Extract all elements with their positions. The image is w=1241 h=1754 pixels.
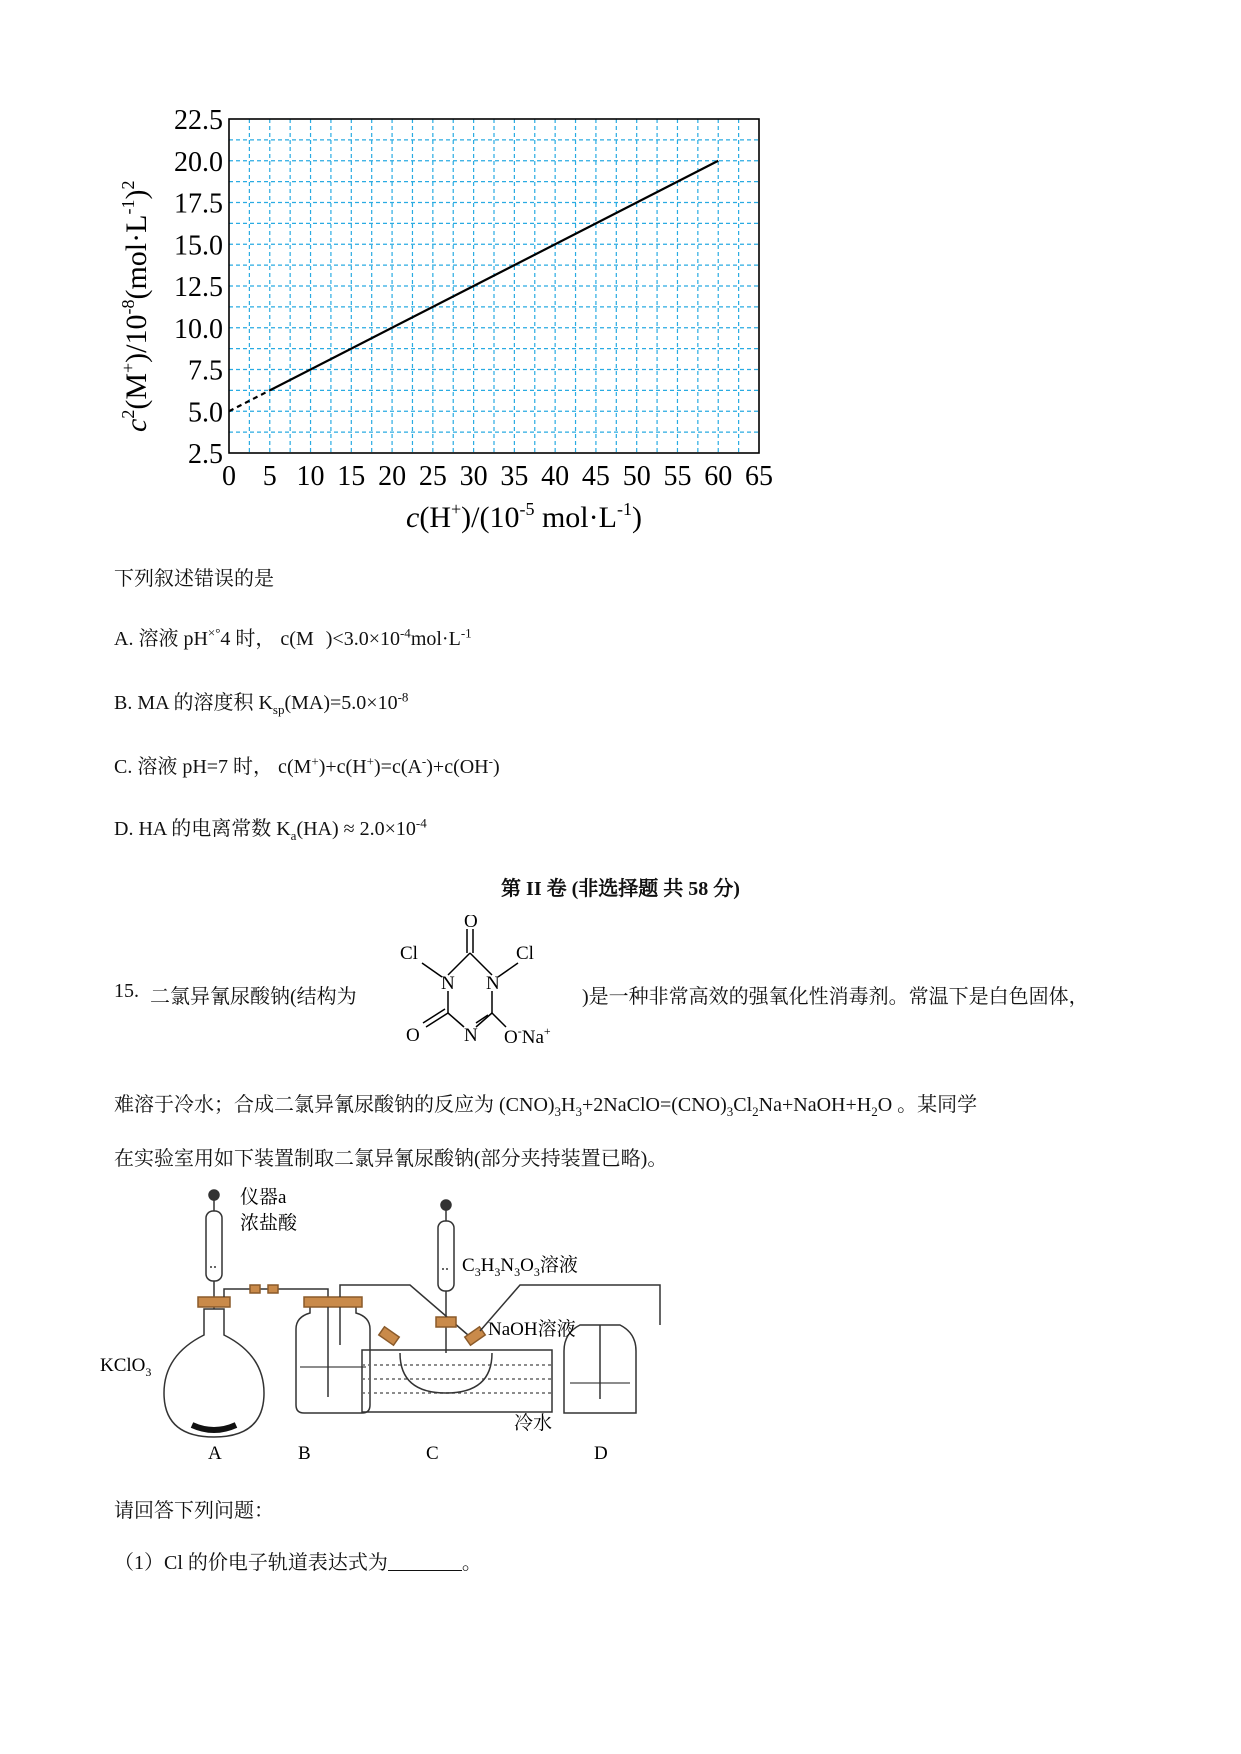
label-letter-b: B	[298, 1443, 311, 1464]
y-tick-label: 10.0	[174, 313, 223, 345]
x-tick-label: 5	[262, 461, 277, 492]
x-tick-label: 60	[704, 461, 733, 492]
y-tick-label: 15.0	[174, 230, 223, 262]
x-axis-label: $c(H^+)/(10^{-5}$ $mol\cdot L^{-1}$)	[406, 499, 642, 534]
section-title: 第 II 卷 (非选择题 共 58 分)	[501, 878, 740, 900]
chart	[0, 0, 800, 560]
label-kclo3: KClO$_3$	[100, 1355, 152, 1379]
x-tick-label: 0	[222, 461, 236, 492]
label-water: 冷水	[514, 1413, 553, 1434]
y-tick-label: 7.5	[188, 355, 223, 387]
x-tick-label: 55	[663, 461, 692, 492]
x-tick-label: 30	[459, 461, 488, 492]
series-line-solid	[270, 161, 718, 391]
y-tick-label: 2.5	[188, 439, 223, 470]
struct-cl-left: Cl	[400, 943, 418, 964]
q15-line2: 难溶于冷水；合成二氯异氰尿酸钠的反应为 $(CNO)_3H_3+2NaClO=(CNO)_3Cl_2Na+NaOH+H_2O$ 。某同学	[114, 1094, 978, 1119]
y-tick-label: 12.5	[174, 272, 223, 303]
y-tick-label: 17.5	[174, 188, 223, 220]
struct-n-left: N	[441, 973, 455, 994]
struct-o-top: O	[464, 915, 478, 932]
label-hcl: 浓盐酸	[240, 1213, 298, 1234]
option-c: C. 溶液 pH=7 时， c(M+)+c(H+)=c(A-)+c(OH-)	[114, 753, 500, 778]
y-axis-label: $c^2(M^+)/10^{-8}(mol\cdot L^{-1})^2$	[118, 180, 153, 432]
option-a: A. 溶液 pH×°4 时， c(M )$<3.0\times 10^{-4}mol\cdot L^{-1}$	[114, 625, 472, 650]
option-d: D. HA 的电离常数 $K_a(HA) \approx 2.0\times 10^{-4}$	[114, 815, 427, 843]
reaction-equation: $(CNO)_3H_3+2NaClO=(CNO)_3Cl_2Na+NaOH+H_2O$	[499, 1094, 893, 1119]
y-tick-labels	[174, 105, 223, 470]
x-tick-label: 45	[581, 461, 610, 492]
structure-diagram	[380, 915, 590, 1060]
label-letter-c: C	[426, 1443, 439, 1464]
struct-cl-right: Cl	[516, 943, 534, 964]
label-letter-a: A	[208, 1443, 222, 1464]
x-tick-label: 20	[378, 461, 407, 492]
answer-prompt: 请回答下列问题：	[114, 1500, 274, 1522]
unreadable-mark: ×°	[207, 625, 221, 640]
y-tick-label: 20.0	[174, 146, 223, 178]
chart-grid	[229, 119, 759, 453]
x-tick-label: 65	[745, 461, 773, 492]
question-stem: 下列叙述错误的是	[114, 568, 274, 590]
struct-n-bottom: N	[464, 1025, 478, 1046]
option-b: B. MA 的溶度积 $K_{sp}(MA)=5.0\times 10^{-8}$	[114, 689, 409, 717]
y-tick-label: 22.5	[174, 105, 223, 136]
x-tick-label: 50	[622, 461, 651, 492]
sub-question-1: （1）Cl 的价电子轨道表达式为 。	[114, 1552, 482, 1574]
label-naoh: NaOH溶液	[488, 1319, 576, 1340]
struct-o-na: O-Na+	[504, 1024, 551, 1048]
x-tick-label: 10	[296, 461, 325, 492]
q15-intro-b: )是一种非常高效的强氧化性消毒剂。常温下是白色固体，	[582, 986, 1089, 1008]
x-tick-label: 15	[337, 461, 366, 492]
struct-n-right: N	[486, 973, 500, 994]
struct-o-bottom: O	[406, 1025, 420, 1046]
label-letter-d: D	[594, 1443, 608, 1464]
answer-blank[interactable]	[388, 1552, 462, 1571]
y-tick-label: 5.0	[188, 397, 223, 429]
label-c3h3n3o3: $C_3H_3N_3O_3$溶液	[462, 1255, 578, 1279]
q15-number: 15.	[114, 980, 139, 1002]
x-tick-labels	[222, 461, 773, 492]
x-tick-label: 25	[418, 461, 447, 492]
q15-intro-a: 二氯异氰尿酸钠(结构为	[150, 986, 357, 1008]
label-instrument-a: 仪器a	[240, 1187, 287, 1208]
apparatus-diagram	[100, 1185, 680, 1465]
q15-line3: 在实验室用如下装置制取二氯异氰尿酸钠(部分夹持装置已略)。	[114, 1148, 668, 1170]
x-tick-label: 35	[500, 461, 529, 492]
x-tick-label: 40	[541, 461, 570, 492]
